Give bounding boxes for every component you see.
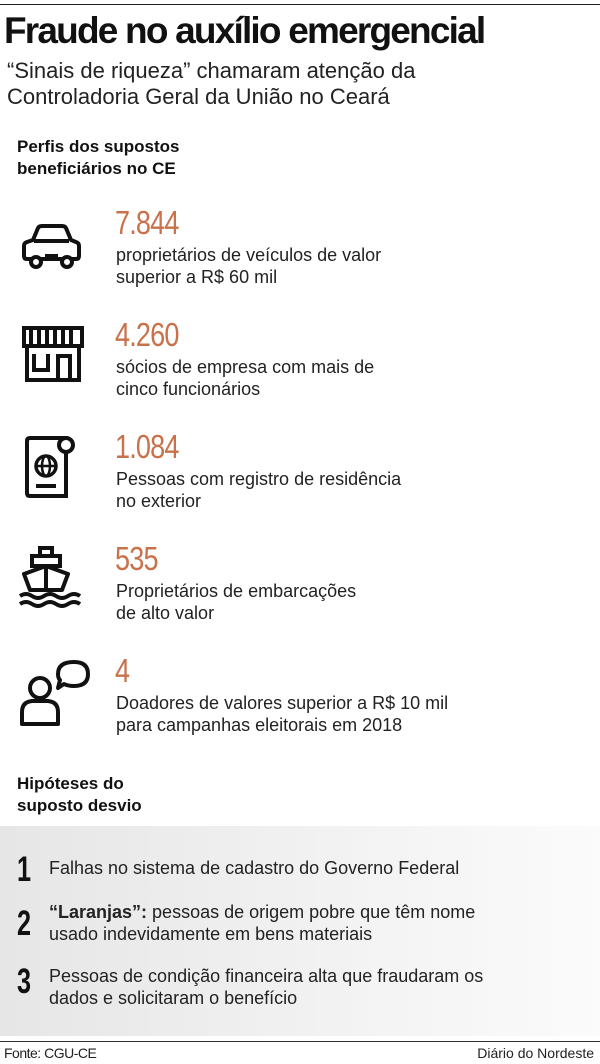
profile-item-companies — [0, 318, 600, 418]
profiles-heading-line-1: Perfis dos supostos — [17, 137, 180, 156]
profile-item-residence-abroad — [0, 430, 600, 530]
profile-item-vehicles — [0, 206, 600, 306]
profile-description — [116, 244, 556, 288]
profile-description — [116, 356, 556, 400]
hypotheses-heading-line-2: suposto desvio — [17, 796, 142, 815]
hypothesis-text — [49, 901, 475, 945]
top-rule — [0, 4, 600, 5]
profile-description-line-2: para campanhas eleitorais em 2018 — [116, 715, 403, 735]
hypothesis-text-line-2: dados e solicitaram o benefício — [49, 988, 298, 1008]
profile-number: 1.084 — [115, 428, 179, 465]
profiles-heading — [17, 136, 179, 180]
hypothesis-number: 1 — [17, 850, 32, 889]
hypothesis-number: 2 — [17, 904, 32, 943]
person-speech-icon — [18, 658, 92, 728]
hypotheses-heading-line-1: Hipóteses do — [17, 774, 124, 793]
hypothesis-text — [49, 965, 483, 1009]
profile-description-line-1: Doadores de valores superior a R$ 10 mil — [116, 693, 449, 713]
ship-icon — [18, 544, 84, 610]
profile-description — [116, 468, 556, 512]
subtitle-line-2: Controladoria Geral da União no Ceará — [7, 84, 390, 109]
profile-number: 535 — [115, 540, 158, 577]
hypothesis-bold-term: “Laranjas”: — [49, 902, 148, 922]
profile-description-line-1: proprietários de veículos de valor — [116, 245, 382, 265]
hypotheses-heading — [17, 773, 142, 817]
profile-description — [116, 692, 556, 736]
publisher-credit: Diário do Nordeste — [477, 1045, 594, 1061]
hypothesis-text-line-2: usado indevidamente em bens materiais — [49, 924, 373, 944]
hypothesis-text-rest: pessoas de origem pobre que têm nome — [147, 902, 476, 922]
profiles-heading-line-2: beneficiários no CE — [17, 159, 176, 178]
passport-icon — [18, 434, 84, 500]
car-icon — [18, 216, 84, 282]
profile-number: 4.260 — [115, 316, 179, 353]
profile-item-boats — [0, 542, 600, 642]
profile-description-line-2: cinco funcionários — [116, 379, 261, 399]
profile-number: 7.844 — [115, 204, 179, 241]
hypothesis-text-line-1: Falhas no sistema de cadastro do Governo Federal — [49, 858, 460, 878]
profile-description — [116, 580, 556, 624]
hypothesis-number: 3 — [17, 962, 32, 1001]
profile-description-line-1: Proprietários de embarcações — [116, 581, 357, 601]
profile-description-line-1: Pessoas com registro de residência — [116, 469, 402, 489]
hypothesis-text-line-1 — [49, 901, 475, 923]
source-note: Fonte: CGU-CE — [4, 1045, 97, 1061]
subtitle-line-1: “Sinais de riqueza” chamaram atenção da — [7, 58, 416, 83]
profile-item-donors — [0, 654, 600, 754]
bottom-rule — [0, 1041, 600, 1042]
profile-description-line-2: superior a R$ 60 mil — [116, 267, 278, 287]
hypothesis-text-line-1: Pessoas de condição financeira alta que fraudaram os — [49, 966, 484, 986]
page-title: Fraude no auxílio emergencial — [4, 10, 485, 51]
profile-description-line-1: sócios de empresa com mais de — [116, 357, 375, 377]
profile-number: 4 — [115, 652, 130, 689]
profile-description-line-2: no exterior — [116, 491, 202, 511]
storefront-icon — [18, 324, 84, 390]
profile-description-line-2: de alto valor — [116, 603, 215, 623]
subtitle — [7, 58, 597, 110]
hypothesis-text — [49, 857, 459, 879]
